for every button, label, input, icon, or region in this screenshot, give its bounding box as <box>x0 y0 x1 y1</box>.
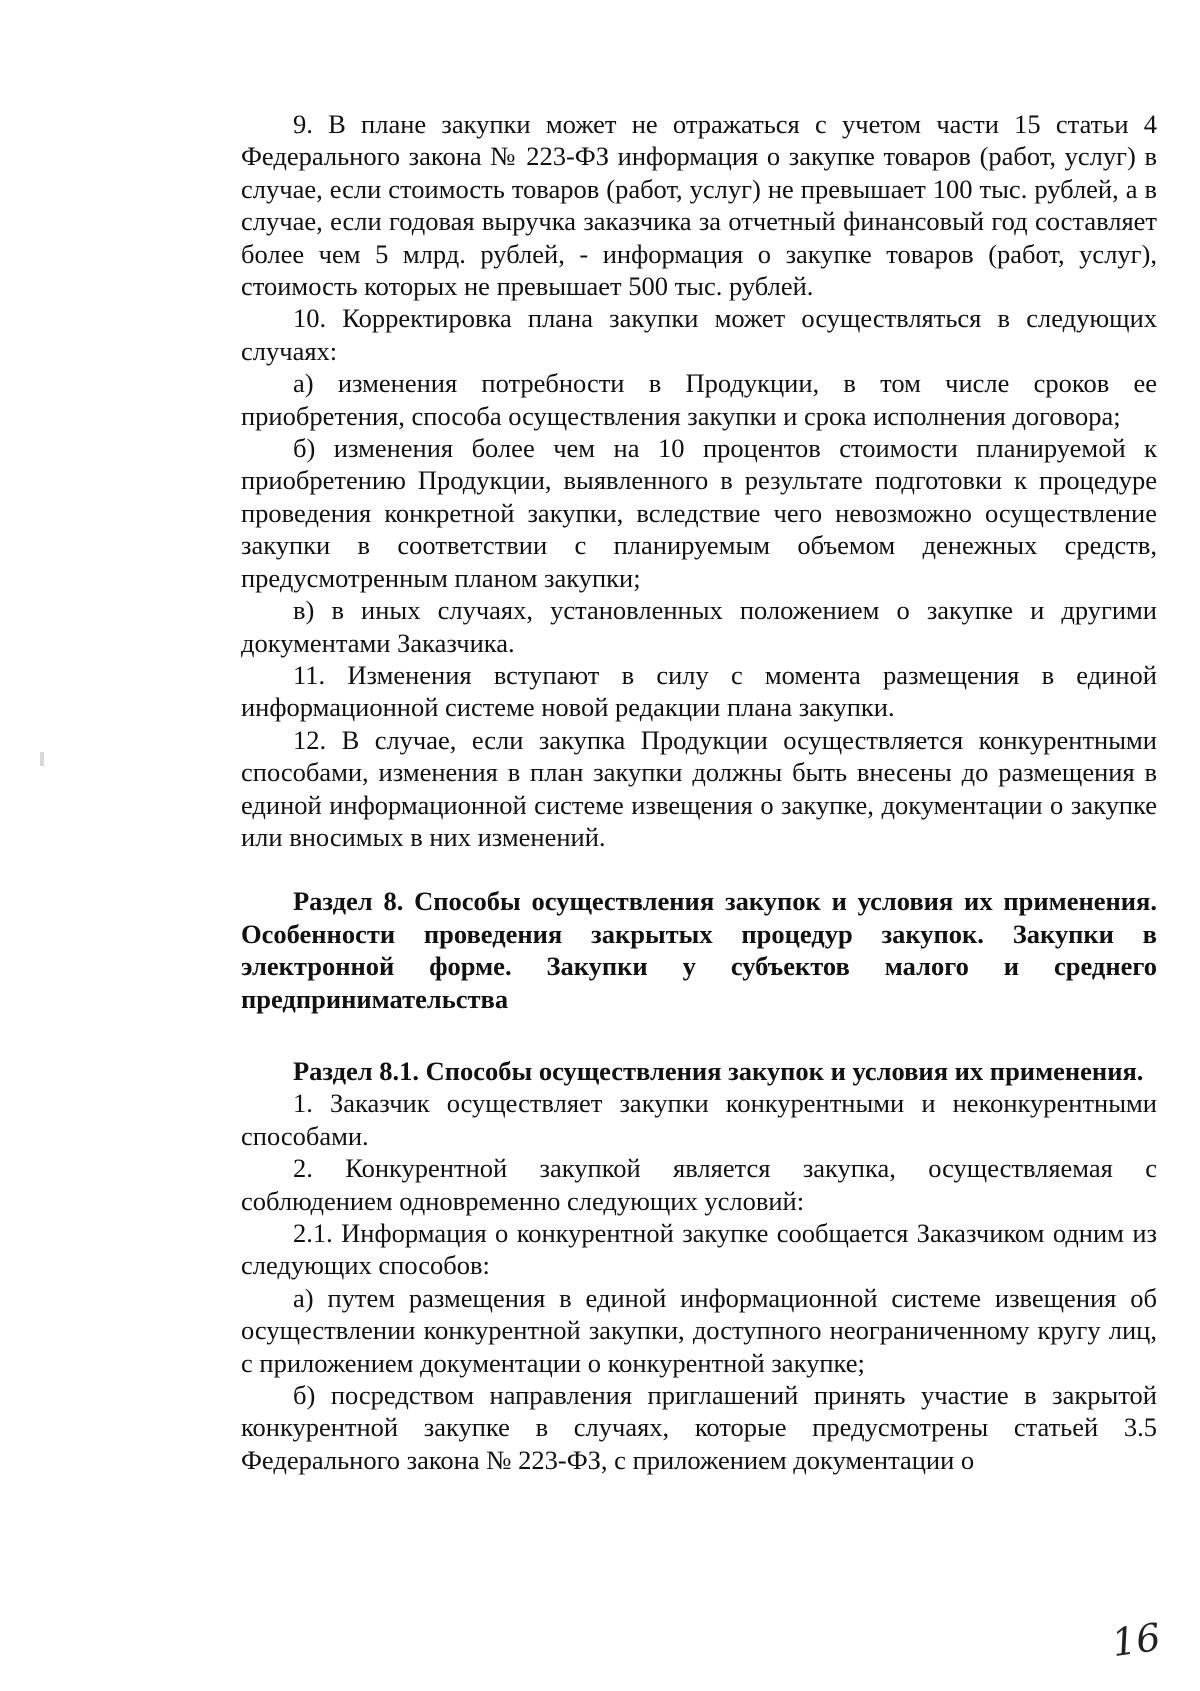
paragraph-11: 11. Изменения вступают в силу с момента размещения в единой информационной системе новой редакции плана закупки. <box>241 659 1157 723</box>
paragraph-9: 9. В плане закупки может не отражаться с учетом части 15 статьи 4 Федерального закона № 223-ФЗ информация о закупке товаров (работ, услуг) в случае, если стоимость товаров (работ, услуг) не превышает 100 тыс. рублей, а в случае, если годовая выручка заказчика за отчетный финансовый год составляет более чем 5 млрд. рублей, - информация о закупке товаров (работ, услуг), стоимость которых не превышает 500 тыс. рублей. <box>241 109 1157 302</box>
paragraph-2-1-b: б) посредством направления приглашений принять участие в закрытой конкурентной закупке в случаях, которые предусмотрены статьей 3.5 Федерального закона № 223-ФЗ, с приложением документации о <box>241 1380 1157 1475</box>
section-heading: Раздел 8. Способы осуществления закупок и условия их применения. Особенности проведения закрытых процедур закупок. Закупки в электронной форме. Закупки у субъектов малого и среднего предпринимательства <box>241 886 1157 1014</box>
paragraph-2: 2. Конкурентной закупкой является закупка, осуществляемая с соблюдением одновременно следующих условий: <box>241 1153 1157 1216</box>
paragraph-1: 1. Заказчик осуществляет закупки конкурентными и неконкурентными способами. <box>241 1088 1157 1151</box>
paragraph-10: 10. Корректировка плана закупки может осуществляться в следующих случаях: <box>241 303 1157 366</box>
paragraph-10-a: а) изменения потребности в Продукции, в том числе сроков ее приобретения, способа осуществления закупки и срока исполнения договора; <box>241 368 1157 431</box>
paragraph-12: 12. В случае, если закупка Продукции осуществляется конкурентными способами, изменения в план закупки должны быть внесены до размещения в единой информационной системе извещения о закупке, документации о закупке или вносимых в них изменений. <box>241 724 1157 852</box>
paragraph-2-1: 2.1. Информация о конкурентной закупке сообщается Заказчиком одним из следующих способов: <box>241 1218 1157 1281</box>
spacer <box>241 1015 1157 1055</box>
paragraph-2-1-a: а) путем размещения в единой информационной системе извещения об осуществлении конкурентной закупки, доступного неограниченному кругу лиц, с приложением документации о конкурентной закупке; <box>241 1282 1157 1378</box>
page-number: 16 <box>1109 1614 1164 1666</box>
paragraph-10-v: в) в иных случаях, установленных положением о закупке и другими документами Заказчика. <box>241 595 1157 658</box>
scan-speck <box>40 752 44 766</box>
spacer <box>241 853 1157 885</box>
paragraph-10-b: б) изменения более чем на 10 процентов стоимости планируемой к приобретению Продукции, выявленного в результате подготовки к процедуре проведения конкретной закупки, вследствие чего невозможно осуществление закупки в соответствии с планируемым объемом денежных средств, предусмотренным планом закупки; <box>241 433 1157 593</box>
subsection-heading: Раздел 8.1. Способы осуществления закупок и условия их применения. <box>293 1055 1144 1086</box>
document-body <box>241 108 1157 1476</box>
